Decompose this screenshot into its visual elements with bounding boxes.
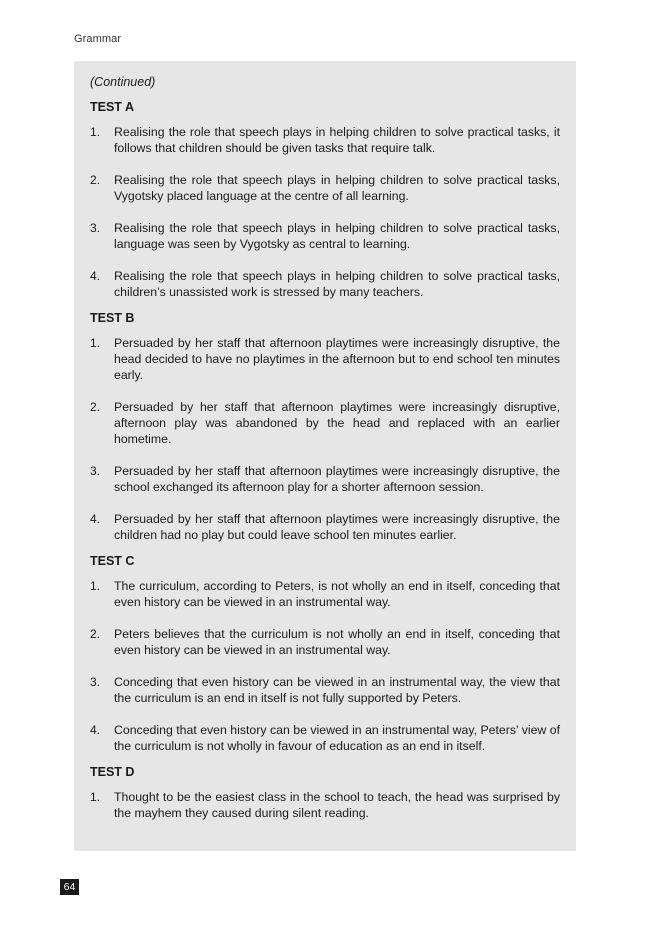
exercise-box [74,61,576,851]
test-heading: TEST A [90,100,134,114]
list-item [90,578,560,610]
item-text: Peters believes that the curriculum is not wholly an end in itself, conceding that even history can be viewed in an instrumental way. [114,627,560,657]
item-text: Conceding that even history can be viewed in an instrumental way, the view that the curriculum is an end in itself is not fully supported by Peters. [114,675,560,705]
list-item [90,124,560,156]
item-text: The curriculum, according to Peters, is not wholly an end in itself, conceding that even history can be viewed in an instrumental way. [114,579,560,609]
item-text: Persuaded by her staff that afternoon playtimes were increasingly disruptive, the school exchanged its afternoon play for a shorter afternoon session. [114,464,560,494]
item-number: 1. [90,336,101,350]
list-item [90,335,560,383]
item-number: 3. [90,221,101,235]
item-text: Realising the role that speech plays in helping children to solve practical tasks, it follows that children should be given tasks that require talk. [114,125,560,155]
item-number: 2. [90,627,101,641]
item-text: Persuaded by her staff that afternoon playtimes were increasingly disruptive, the children had no play but could leave school ten minutes earlier. [114,512,560,542]
test-heading: TEST B [90,311,135,325]
item-text: Thought to be the easiest class in the school to teach, the head was surprised by the mayhem they caused during silent reading. [114,790,560,820]
test-heading: TEST C [90,554,135,568]
exercise-content [90,74,560,831]
item-number: 2. [90,400,101,414]
item-text: Realising the role that speech plays in helping children to solve practical tasks, children’s unassisted work is stressed by many teachers. [114,269,560,299]
item-number: 4. [90,269,101,283]
list-item [90,220,560,252]
item-number: 1. [90,579,101,593]
item-number: 4. [90,723,101,737]
running-header: Grammar [74,33,122,45]
item-text: Persuaded by her staff that afternoon playtimes were increasingly disruptive, afternoon play was abandoned by the head and replaced with an earlier hometime. [114,400,560,446]
item-number: 4. [90,512,101,526]
item-number: 1. [90,790,101,804]
page-number: 64 [60,879,79,895]
test-a-list [90,124,560,300]
item-number: 3. [90,675,101,689]
item-text: Realising the role that speech plays in helping children to solve practical tasks, Vygotsky placed language at the centre of all learning. [114,173,560,203]
item-number: 1. [90,125,101,139]
list-item [90,268,560,300]
list-item [90,674,560,706]
item-text: Persuaded by her staff that afternoon playtimes were increasingly disruptive, the head decided to have no playtimes in the afternoon but to end school ten minutes early. [114,336,560,382]
test-c-list [90,578,560,754]
list-item [90,399,560,447]
test-b-list [90,335,560,543]
list-item [90,626,560,658]
continued-label: (Continued) [90,75,156,89]
list-item [90,789,560,821]
item-number: 3. [90,464,101,478]
item-text: Conceding that even history can be viewed in an instrumental way, Peters’ view of the curriculum is not wholly in favour of education as an end in itself. [114,723,560,753]
test-d-list [90,789,560,821]
list-item [90,511,560,543]
item-number: 2. [90,173,101,187]
list-item [90,463,560,495]
item-text: Realising the role that speech plays in helping children to solve practical tasks, language was seen by Vygotsky as central to learning. [114,221,560,251]
list-item [90,722,560,754]
list-item [90,172,560,204]
test-heading: TEST D [90,765,135,779]
